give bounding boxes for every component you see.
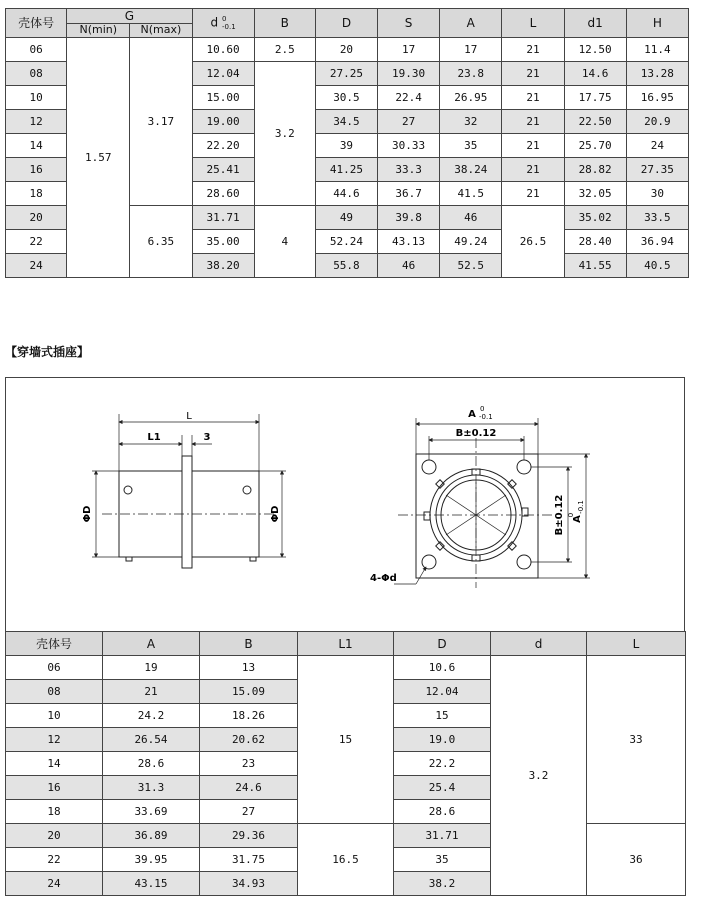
cell-D: 12.04 (394, 680, 491, 704)
cell-D: 19.0 (394, 728, 491, 752)
cell-shell: 18 (6, 800, 103, 824)
cell-a: 41.5 (440, 182, 502, 206)
cell-d1: 41.55 (564, 254, 626, 278)
cell-d1: 12.50 (564, 38, 626, 62)
cell-D: 35 (394, 848, 491, 872)
table-row (6, 38, 689, 62)
cell-a: 49.24 (440, 230, 502, 254)
cell-b: 18.26 (200, 704, 298, 728)
cell-h: 24 (626, 134, 688, 158)
cell-d1: 14.6 (564, 62, 626, 86)
cell-shell: 18 (6, 182, 67, 206)
cell-b-merged: 3.2 (254, 62, 315, 206)
cell-D: 28.6 (394, 800, 491, 824)
dim-label-holes: 4-Φd (370, 573, 397, 584)
cell-a: 21 (103, 680, 200, 704)
section-title: 【穿墙式插座】 (5, 345, 90, 359)
cell-h: 11.4 (626, 38, 688, 62)
header-d (192, 9, 254, 38)
cell-s: 17 (378, 38, 440, 62)
cell-l: 21 (502, 86, 564, 110)
cell-a: 32 (440, 110, 502, 134)
header-d-label: d (210, 15, 219, 30)
cell-l: 21 (502, 158, 564, 182)
cell-b: 34.93 (200, 872, 298, 896)
drawing-panel (5, 377, 685, 631)
header-shell: 壳体号 (6, 632, 103, 656)
cell-b: 31.75 (200, 848, 298, 872)
header-h: H (626, 9, 688, 38)
dim-label-A (468, 409, 476, 420)
dim-label-A-text: A (468, 409, 476, 420)
cell-D: 55.8 (315, 254, 377, 278)
cell-s: 39.8 (378, 206, 440, 230)
header-nmax: N(max) (130, 23, 192, 38)
cell-d: 35.00 (192, 230, 254, 254)
cell-d: 19.00 (192, 110, 254, 134)
cell-d: 12.04 (192, 62, 254, 86)
cell-l-merged: 33 (587, 656, 686, 824)
cell-s: 43.13 (378, 230, 440, 254)
cell-d1: 22.50 (564, 110, 626, 134)
cell-a: 26.54 (103, 728, 200, 752)
cell-h: 30 (626, 182, 688, 206)
cell-d: 31.71 (192, 206, 254, 230)
cell-a: 28.6 (103, 752, 200, 776)
cell-s: 33.3 (378, 158, 440, 182)
cell-shell: 08 (6, 680, 103, 704)
cell-d1: 17.75 (564, 86, 626, 110)
cell-d-merged: 3.2 (491, 656, 587, 896)
dim-label-A-right-tol-upper: 0 (567, 512, 575, 518)
header-g: G (67, 9, 192, 24)
cell-l-merged: 26.5 (502, 206, 564, 278)
cell-shell: 22 (6, 230, 67, 254)
header-d-tol-lower: -0.1 (221, 23, 236, 31)
dim-label-phiD-right: ΦD (270, 505, 281, 523)
cell-shell: 22 (6, 848, 103, 872)
cell-s: 19.30 (378, 62, 440, 86)
cell-b: 29.36 (200, 824, 298, 848)
cell-D: 39 (315, 134, 377, 158)
cell-shell: 06 (6, 656, 103, 680)
dim-label-B-right: B±0.12 (554, 494, 565, 536)
header-nmin: N(min) (67, 23, 130, 38)
cell-h: 20.9 (626, 110, 688, 134)
header-l1: L1 (298, 632, 394, 656)
cell-shell: 08 (6, 62, 67, 86)
cell-a: 35 (440, 134, 502, 158)
cell-b-merged: 2.5 (254, 38, 315, 62)
cell-D: 15 (394, 704, 491, 728)
cell-D: 34.5 (315, 110, 377, 134)
cell-s: 36.7 (378, 182, 440, 206)
cell-l: 21 (502, 62, 564, 86)
cell-d: 22.20 (192, 134, 254, 158)
cell-a: 43.15 (103, 872, 200, 896)
cell-a: 19 (103, 656, 200, 680)
cell-shell: 16 (6, 158, 67, 182)
cell-d1: 25.70 (564, 134, 626, 158)
cell-D: 52.24 (315, 230, 377, 254)
cell-l-merged: 36 (587, 824, 686, 896)
cell-s: 22.4 (378, 86, 440, 110)
cell-b-merged: 4 (254, 206, 315, 278)
dim-label-L: L (186, 411, 192, 422)
header-D: D (394, 632, 491, 656)
cell-D: 22.2 (394, 752, 491, 776)
cell-h: 13.28 (626, 62, 688, 86)
cell-nmin-merged: 1.57 (67, 38, 130, 278)
cell-D: 41.25 (315, 158, 377, 182)
dim-label-L1: L1 (147, 432, 161, 443)
cell-a: 26.95 (440, 86, 502, 110)
cell-a: 17 (440, 38, 502, 62)
cell-shell: 24 (6, 254, 67, 278)
cell-s: 27 (378, 110, 440, 134)
cell-h: 40.5 (626, 254, 688, 278)
header-l: L (587, 632, 686, 656)
cell-d: 38.20 (192, 254, 254, 278)
cell-l: 21 (502, 38, 564, 62)
cell-shell: 24 (6, 872, 103, 896)
cell-D: 49 (315, 206, 377, 230)
cell-b: 15.09 (200, 680, 298, 704)
header-shell: 壳体号 (6, 9, 67, 38)
cell-shell: 20 (6, 824, 103, 848)
cell-shell: 14 (6, 134, 67, 158)
cell-a: 31.3 (103, 776, 200, 800)
header-a: A (103, 632, 200, 656)
header-b: B (254, 9, 315, 38)
cell-h: 33.5 (626, 206, 688, 230)
cell-l: 21 (502, 110, 564, 134)
cell-h: 36.94 (626, 230, 688, 254)
cell-a: 39.95 (103, 848, 200, 872)
header-l: L (502, 9, 564, 38)
header-d1: d1 (564, 9, 626, 38)
cell-D: 27.25 (315, 62, 377, 86)
dim-label-A-tol-upper: 0 (480, 405, 485, 413)
spec-table-1 (5, 8, 689, 278)
cell-d1: 32.05 (564, 182, 626, 206)
header-b: B (200, 632, 298, 656)
cell-shell: 10 (6, 86, 67, 110)
cell-D: 25.4 (394, 776, 491, 800)
cell-a: 23.8 (440, 62, 502, 86)
cell-shell: 20 (6, 206, 67, 230)
cell-D: 44.6 (315, 182, 377, 206)
dim-label-A-right: A (572, 515, 583, 523)
cell-D: 38.2 (394, 872, 491, 896)
cell-b: 24.6 (200, 776, 298, 800)
cell-shell: 16 (6, 776, 103, 800)
dim-label-B: B±0.12 (455, 428, 497, 439)
cell-a: 24.2 (103, 704, 200, 728)
side-view (92, 414, 286, 568)
header-D: D (315, 9, 377, 38)
cell-l1-merged: 15 (298, 656, 394, 824)
cell-a: 38.24 (440, 158, 502, 182)
cell-b: 27 (200, 800, 298, 824)
technical-drawing (6, 378, 686, 632)
cell-D: 30.5 (315, 86, 377, 110)
cell-s: 46 (378, 254, 440, 278)
cell-b: 23 (200, 752, 298, 776)
cell-a: 46 (440, 206, 502, 230)
cell-shell: 06 (6, 38, 67, 62)
cell-D: 31.71 (394, 824, 491, 848)
cell-h: 27.35 (626, 158, 688, 182)
dim-label-3: 3 (203, 432, 211, 443)
cell-a: 36.89 (103, 824, 200, 848)
cell-nmax-merged: 6.35 (130, 206, 192, 278)
cell-nmax-merged: 3.17 (130, 38, 192, 206)
table-row (6, 656, 686, 680)
cell-d: 28.60 (192, 182, 254, 206)
header-s: S (378, 9, 440, 38)
cell-d1: 28.82 (564, 158, 626, 182)
header-d-tol-upper: 0 (221, 15, 227, 23)
cell-s: 30.33 (378, 134, 440, 158)
cell-h: 16.95 (626, 86, 688, 110)
cell-shell: 12 (6, 728, 103, 752)
cell-a: 52.5 (440, 254, 502, 278)
cell-d1: 35.02 (564, 206, 626, 230)
cell-D: 10.6 (394, 656, 491, 680)
cell-a: 33.69 (103, 800, 200, 824)
cell-b: 13 (200, 656, 298, 680)
dim-label-A-right-tol-lower: -0.1 (577, 500, 585, 514)
dim-label-phiD-left: ΦD (82, 505, 93, 523)
cell-d: 25.41 (192, 158, 254, 182)
cell-d: 15.00 (192, 86, 254, 110)
cell-l1-merged: 16.5 (298, 824, 394, 896)
cell-D: 20 (315, 38, 377, 62)
cell-shell: 14 (6, 752, 103, 776)
cell-d: 10.60 (192, 38, 254, 62)
header-a: A (440, 9, 502, 38)
cell-shell: 12 (6, 110, 67, 134)
cell-l: 21 (502, 182, 564, 206)
cell-d1: 28.40 (564, 230, 626, 254)
spec-table-2 (5, 631, 686, 896)
cell-b: 20.62 (200, 728, 298, 752)
cell-shell: 10 (6, 704, 103, 728)
header-d: d (491, 632, 587, 656)
cell-l: 21 (502, 134, 564, 158)
dim-label-A-tol-lower: -0.1 (479, 413, 493, 421)
